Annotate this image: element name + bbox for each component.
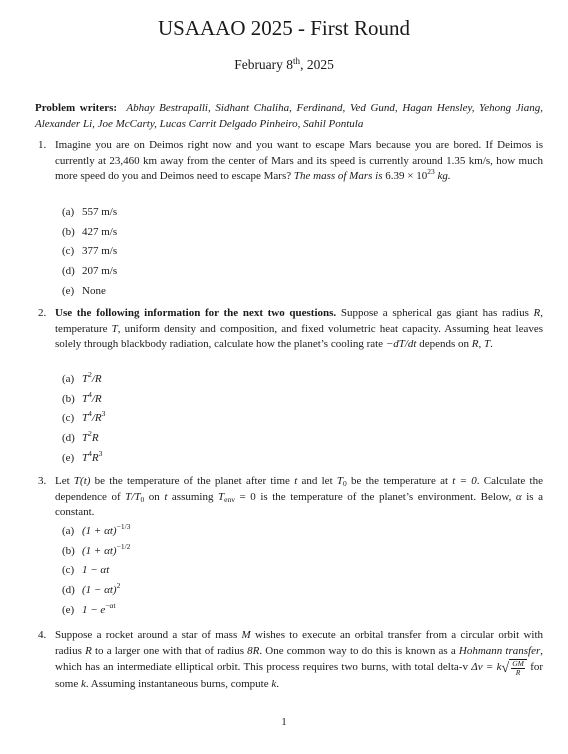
q4-var: M: [241, 629, 251, 641]
q4-text: to a larger one with that of radius: [94, 644, 244, 657]
date-suffix: , 2025: [300, 57, 334, 72]
q3-text: and let: [301, 475, 333, 487]
option-label: (d): [62, 265, 75, 278]
option-base: T: [82, 412, 89, 425]
q1-mass-exponent: 23: [427, 167, 435, 176]
q4-sqrt: [509, 659, 527, 677]
option-label: (b): [62, 225, 75, 238]
q2-cooling-rate: −dT/dt: [385, 338, 417, 350]
option-label: (c): [62, 564, 75, 577]
question-number: 1.: [38, 139, 47, 151]
q4-frac-num: GM: [512, 659, 524, 668]
q3-text: assuming: [171, 490, 214, 503]
page-number: 1: [281, 716, 287, 728]
q3-text: on: [148, 490, 160, 503]
question-2: [38, 306, 543, 353]
option-base: T: [82, 392, 89, 405]
question-number: 2.: [38, 307, 47, 319]
q3-text: is the temperature of the planet’s environment. Below,: [260, 490, 512, 503]
question-1-options: [62, 203, 117, 301]
q4-text: , which has an intermediate elliptical orbit. This process requires two burns, with total delta-v: [55, 644, 544, 673]
option-label: (d): [62, 584, 75, 597]
option-e[interactable]: [62, 601, 130, 621]
q4-text: for some: [55, 661, 544, 690]
q2-var-r: R: [533, 307, 541, 319]
q3-var: t = 0: [452, 475, 477, 487]
option-label: (b): [62, 392, 75, 405]
option-b[interactable]: [62, 223, 117, 243]
q4-delta-v: Δv = k: [471, 661, 502, 673]
q3-var: T/T: [125, 490, 141, 503]
option-c[interactable]: [62, 242, 117, 262]
writers-label: Problem writers:: [35, 102, 118, 114]
q3-var: T: [336, 475, 343, 487]
option-rest-exp: 3: [98, 448, 103, 458]
q3-subscript: 0: [140, 494, 145, 504]
q3-var: = 0: [235, 490, 256, 503]
option-text: 557 m/s: [82, 206, 118, 218]
question-3-options: [62, 522, 130, 620]
option-exp: 4: [88, 389, 92, 399]
q4-italic-term: Hohmann transfer: [458, 644, 541, 657]
q2-text-3: , uniform density and composition, and fixed volumetric heat capacity. Assuming heat leaves solely through blackbody radiation, calculate how the planet’s cooling rate: [55, 322, 543, 350]
option-rest: /R: [91, 373, 102, 385]
q1-italic-note: The mass of Mars is: [293, 170, 383, 182]
option-label: (a): [62, 373, 75, 385]
q3-text: be the temperature at: [351, 475, 449, 487]
writers-names: Abhay Bestrapalli, Sidhant Chaliha, Ferdinand, Ved Gund, Hagan Hensley, Yehong Jiang, Alexander Li, Joe McCarty, Lucas Carrit Delgado Pinheiro, Sahil Pontula: [35, 102, 543, 130]
q4-text: wishes to execute an orbital transfer from a circular orbit with radius: [55, 629, 544, 657]
option-e[interactable]: [62, 449, 105, 469]
q3-text: . Calculate the dependence of: [55, 475, 543, 503]
option-base: T: [82, 432, 89, 445]
option-exp: 2: [88, 429, 92, 439]
question-number: 3.: [38, 475, 47, 487]
option-text: (1 + αt): [82, 525, 117, 537]
option-b[interactable]: [62, 390, 105, 410]
q4-text: Suppose a rocket around a star of mass: [55, 629, 238, 641]
q3-subscript: 0: [343, 479, 347, 488]
q1-mass-unit: kg.: [437, 170, 451, 182]
q1-text: Imagine you are on Deimos right now and you want to escape Mars because you are bored. If Deimos is currently at 23,460 km away from the center of Mars and its speed is currently around 1.35 km/s, how much more speed do you and Deimos need to escape Mars?: [55, 139, 543, 182]
q4-var: R: [85, 644, 92, 657]
option-label: (d): [62, 432, 75, 445]
q3-text: Let: [55, 475, 70, 487]
question-text: [55, 628, 543, 693]
q3-subscript: env: [224, 494, 235, 504]
option-rest: /R: [91, 392, 102, 405]
option-label: (a): [62, 206, 75, 218]
option-label: (b): [62, 544, 75, 557]
q3-text: is a constant.: [55, 490, 544, 518]
q3-var: α: [515, 490, 522, 503]
option-text: 207 m/s: [82, 265, 118, 278]
option-d[interactable]: [62, 262, 117, 282]
q4-text: .: [276, 678, 279, 690]
exam-date: [0, 57, 568, 73]
option-text: (1 − αt): [82, 584, 117, 597]
option-a[interactable]: [62, 522, 130, 542]
option-rest-exp: 3: [101, 409, 106, 419]
date-ordinal: th: [293, 56, 301, 66]
q2-text-4: depends on: [419, 338, 470, 350]
option-exp: 2: [116, 581, 121, 591]
option-exp: 4: [88, 448, 92, 458]
q2-var-t: T: [111, 322, 118, 335]
question-number: 4.: [38, 629, 47, 641]
option-label: (c): [62, 412, 75, 425]
q3-var: T(t): [73, 475, 91, 487]
option-exp: −1/3: [116, 522, 131, 531]
option-exp: −αt: [105, 600, 116, 610]
option-d[interactable]: [62, 429, 105, 449]
date-prefix: February 8: [234, 57, 294, 72]
option-c[interactable]: [62, 561, 130, 581]
option-rest: R: [91, 451, 99, 464]
option-label: (c): [62, 245, 75, 258]
option-rest: R: [91, 432, 99, 445]
q4-frac-den: R: [515, 668, 521, 677]
option-label: (e): [62, 451, 75, 464]
option-e[interactable]: [62, 282, 117, 302]
q2-vars-rt: R, T: [471, 338, 491, 350]
option-base: T: [82, 451, 89, 464]
q3-text: be the temperature of the planet after time: [94, 475, 290, 487]
option-c[interactable]: [62, 409, 105, 429]
option-a[interactable]: [62, 203, 117, 223]
question-2-options: [62, 370, 105, 468]
q4-text: . One common way to do this is known as a: [259, 644, 456, 657]
option-rest: /R: [91, 412, 102, 425]
q2-text-1: Suppose a spherical gas giant has radius: [340, 307, 529, 319]
q4-var: 8R: [247, 644, 260, 657]
question-text: [55, 474, 543, 521]
q3-var: t: [294, 475, 298, 487]
option-exp: −1/2: [116, 541, 131, 551]
problem-writers: [35, 100, 543, 132]
option-label: (e): [62, 284, 75, 297]
q1-mass-value: 6.39 × 10: [385, 170, 428, 182]
q2-bold-intro: Use the following information for the next two questions.: [55, 307, 337, 319]
option-label: (e): [62, 603, 75, 616]
option-text: 377 m/s: [82, 245, 118, 258]
question-1: [38, 138, 543, 185]
page-title: USAAAO 2025 - First Round: [157, 16, 411, 40]
question-4: [38, 628, 543, 693]
question-text: [55, 306, 543, 353]
question-3: [38, 474, 543, 521]
question-text: [55, 138, 543, 185]
q3-var: t: [164, 490, 168, 503]
q4-text: . Assuming instantaneous burns, compute: [85, 678, 269, 690]
option-d[interactable]: [62, 581, 130, 601]
q4-var: k: [80, 678, 86, 690]
option-text: (1 + αt): [82, 544, 117, 557]
q3-var: T: [218, 490, 225, 503]
q2-text-2: , temperature: [55, 307, 543, 335]
option-a[interactable]: [62, 370, 105, 390]
q4-fraction: [511, 660, 525, 677]
option-b[interactable]: [62, 542, 130, 562]
option-exp: 2: [88, 370, 92, 379]
option-exp: 4: [88, 409, 92, 419]
sqrt-icon: √: [501, 661, 510, 676]
option-text: None: [82, 284, 106, 297]
option-text: 1 − e: [82, 603, 106, 616]
option-label: (a): [62, 525, 75, 537]
option-text: 427 m/s: [82, 225, 118, 238]
option-base: T: [82, 373, 89, 385]
q4-var: k: [271, 678, 277, 690]
q2-text-5: .: [490, 338, 493, 350]
option-text: 1 − αt: [82, 564, 110, 577]
